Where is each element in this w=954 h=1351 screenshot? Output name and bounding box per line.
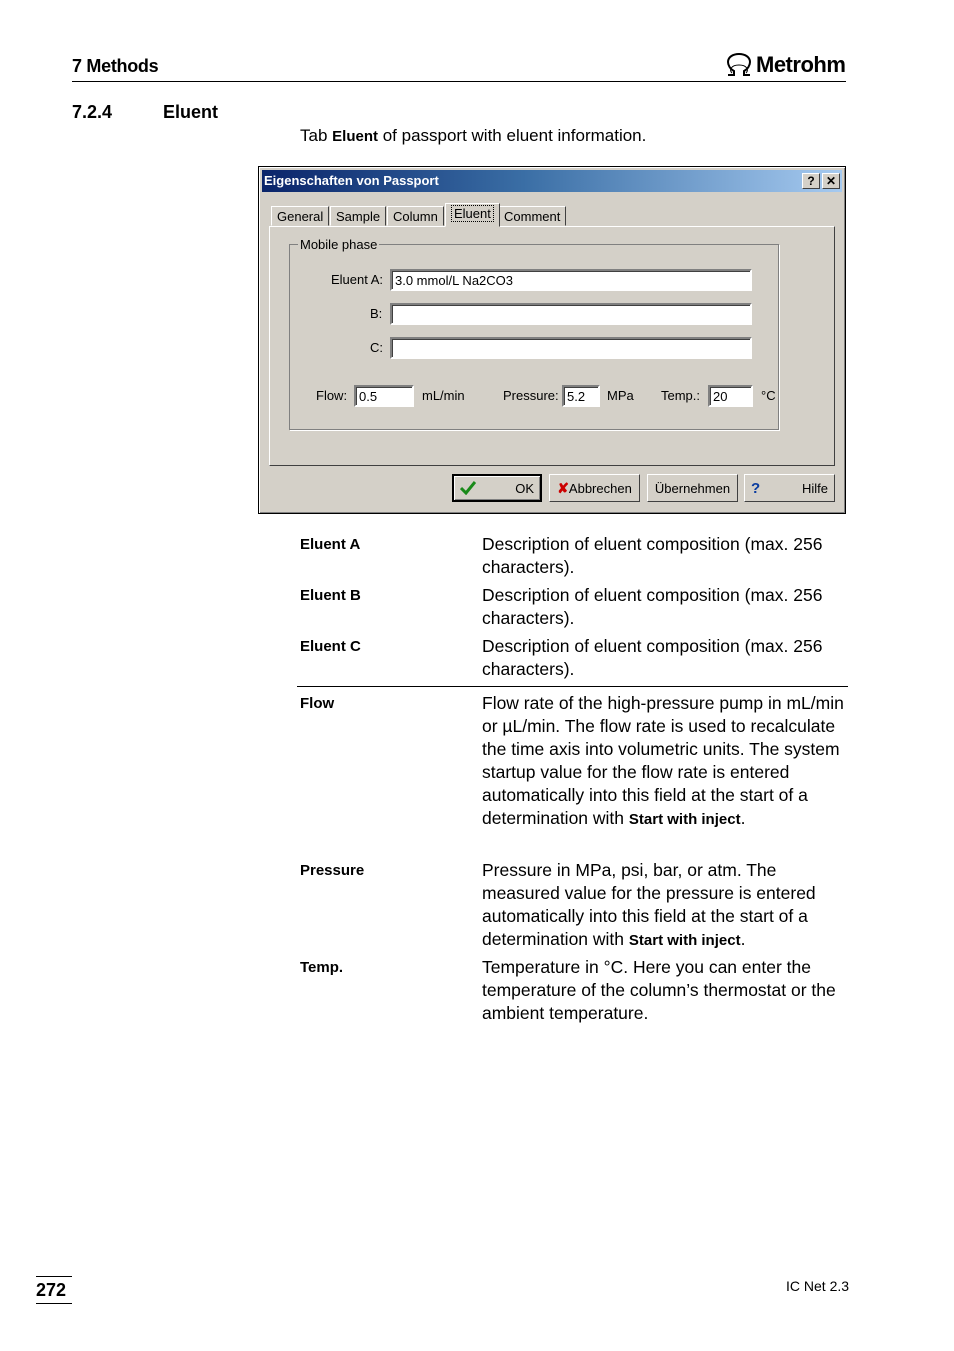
tab-column[interactable]: Column [387,206,444,226]
mobile-phase-group [289,237,779,430]
term-temp: Temp. [300,959,344,976]
help-question-icon: ? [751,479,761,497]
definitions-divider [297,686,848,687]
desc-flow-end: . [740,808,746,828]
footer-rule-bottom [36,1303,72,1304]
desc-pressure [482,859,848,952]
temp-field[interactable] [708,385,753,407]
header-rule [72,81,846,82]
desc-pressure-end: . [740,929,746,949]
intro-suffix: of passport with eluent information. [377,126,647,145]
flow-unit: mL/min [422,388,465,403]
desc-eluent-c: Description of eluent composition (max. 256 characters). [482,636,823,679]
titlebar-help-button[interactable]: ? [802,173,820,189]
eluent-c-label: C: [370,340,383,355]
apply-button[interactable] [647,474,738,502]
desc-eluent-a: Description of eluent composition (max. 256 characters). [482,534,823,577]
brand-name: Metrohm [756,52,846,77]
term-pressure: Pressure [300,862,365,879]
titlebar-close-button[interactable]: ✕ [822,173,840,189]
intro-tab-name: Eluent [332,128,378,145]
intro-text [300,126,646,146]
temp-unit: °C [761,388,776,403]
metrohm-logo [724,52,845,78]
eluent-a-label: Eluent A: [331,272,384,287]
page-number: 272 [36,1280,67,1300]
section-number: 7.2.4 [72,102,113,122]
flow-label: Flow: [316,388,348,403]
omega-icon [724,53,754,77]
footer-rule-top [36,1276,72,1277]
tab-general[interactable]: General [271,206,329,226]
chapter-heading: 7 Methods [72,56,159,76]
temp-label: Temp.: [661,388,701,403]
term-eluent-a: Eluent A [300,536,361,553]
pressure-unit: MPa [607,388,634,403]
help-button-label: Hilfe [801,480,828,496]
pressure-field[interactable] [562,385,600,407]
eluent-b-label: B: [370,306,383,321]
checkmark-icon [460,481,476,495]
tab-eluent-label: Eluent [451,205,494,222]
eluent-a-field[interactable] [390,269,752,291]
eluent-c-field[interactable] [390,337,752,359]
ok-button-label: OK [515,480,534,496]
help-button[interactable] [744,474,835,502]
pressure-label: Pressure: [503,388,559,403]
cancel-button-label: Abbrechen [568,480,632,496]
cancel-button[interactable] [549,474,640,502]
desc-flow [482,692,848,831]
passport-dialog [258,166,846,514]
desc-flow-text: Flow rate of the high-pressure pump in mL/min or µL/min. The flow rate is used to recalculate the time axis into volumetric units. The system startup value for the flow rate is entered automatically into this field at the start of a determination with [482,693,844,828]
desc-temp: Temperature in °C. Here you can enter the temperature of the column’s thermostat or the ambient temperature. [482,957,836,1023]
term-eluent-b: Eluent B [300,587,361,604]
dialog-title: Eigenschaften von Passport [264,173,439,188]
group-label: Mobile phase [300,237,378,252]
tab-sample[interactable]: Sample [330,206,386,226]
cancel-x-icon: ✘ [557,479,569,496]
flow-field[interactable] [354,385,414,407]
eluent-b-field[interactable] [390,303,752,325]
tab-eluent[interactable] [445,203,500,227]
eluent-tab-panel [269,226,835,466]
term-eluent-c: Eluent C [300,638,361,655]
product-name: IC Net 2.3 [786,1278,850,1294]
term-flow: Flow [300,695,335,712]
intro-prefix: Tab [300,126,333,145]
desc-eluent-b: Description of eluent composition (max. 256 characters). [482,585,823,628]
ok-button[interactable] [452,474,542,502]
dialog-titlebar [262,170,842,192]
desc-flow-command: Start with inject [628,811,741,828]
tab-comment[interactable]: Comment [498,206,566,226]
desc-pressure-command: Start with inject [628,932,741,949]
desc-pressure-text: Pressure in MPa, psi, bar, or atm. The measured value for the pressure is entered automatically into this field at the start of a determination with [482,860,816,949]
apply-button-label: Übernehmen [654,480,731,496]
section-title: Eluent [163,102,219,122]
